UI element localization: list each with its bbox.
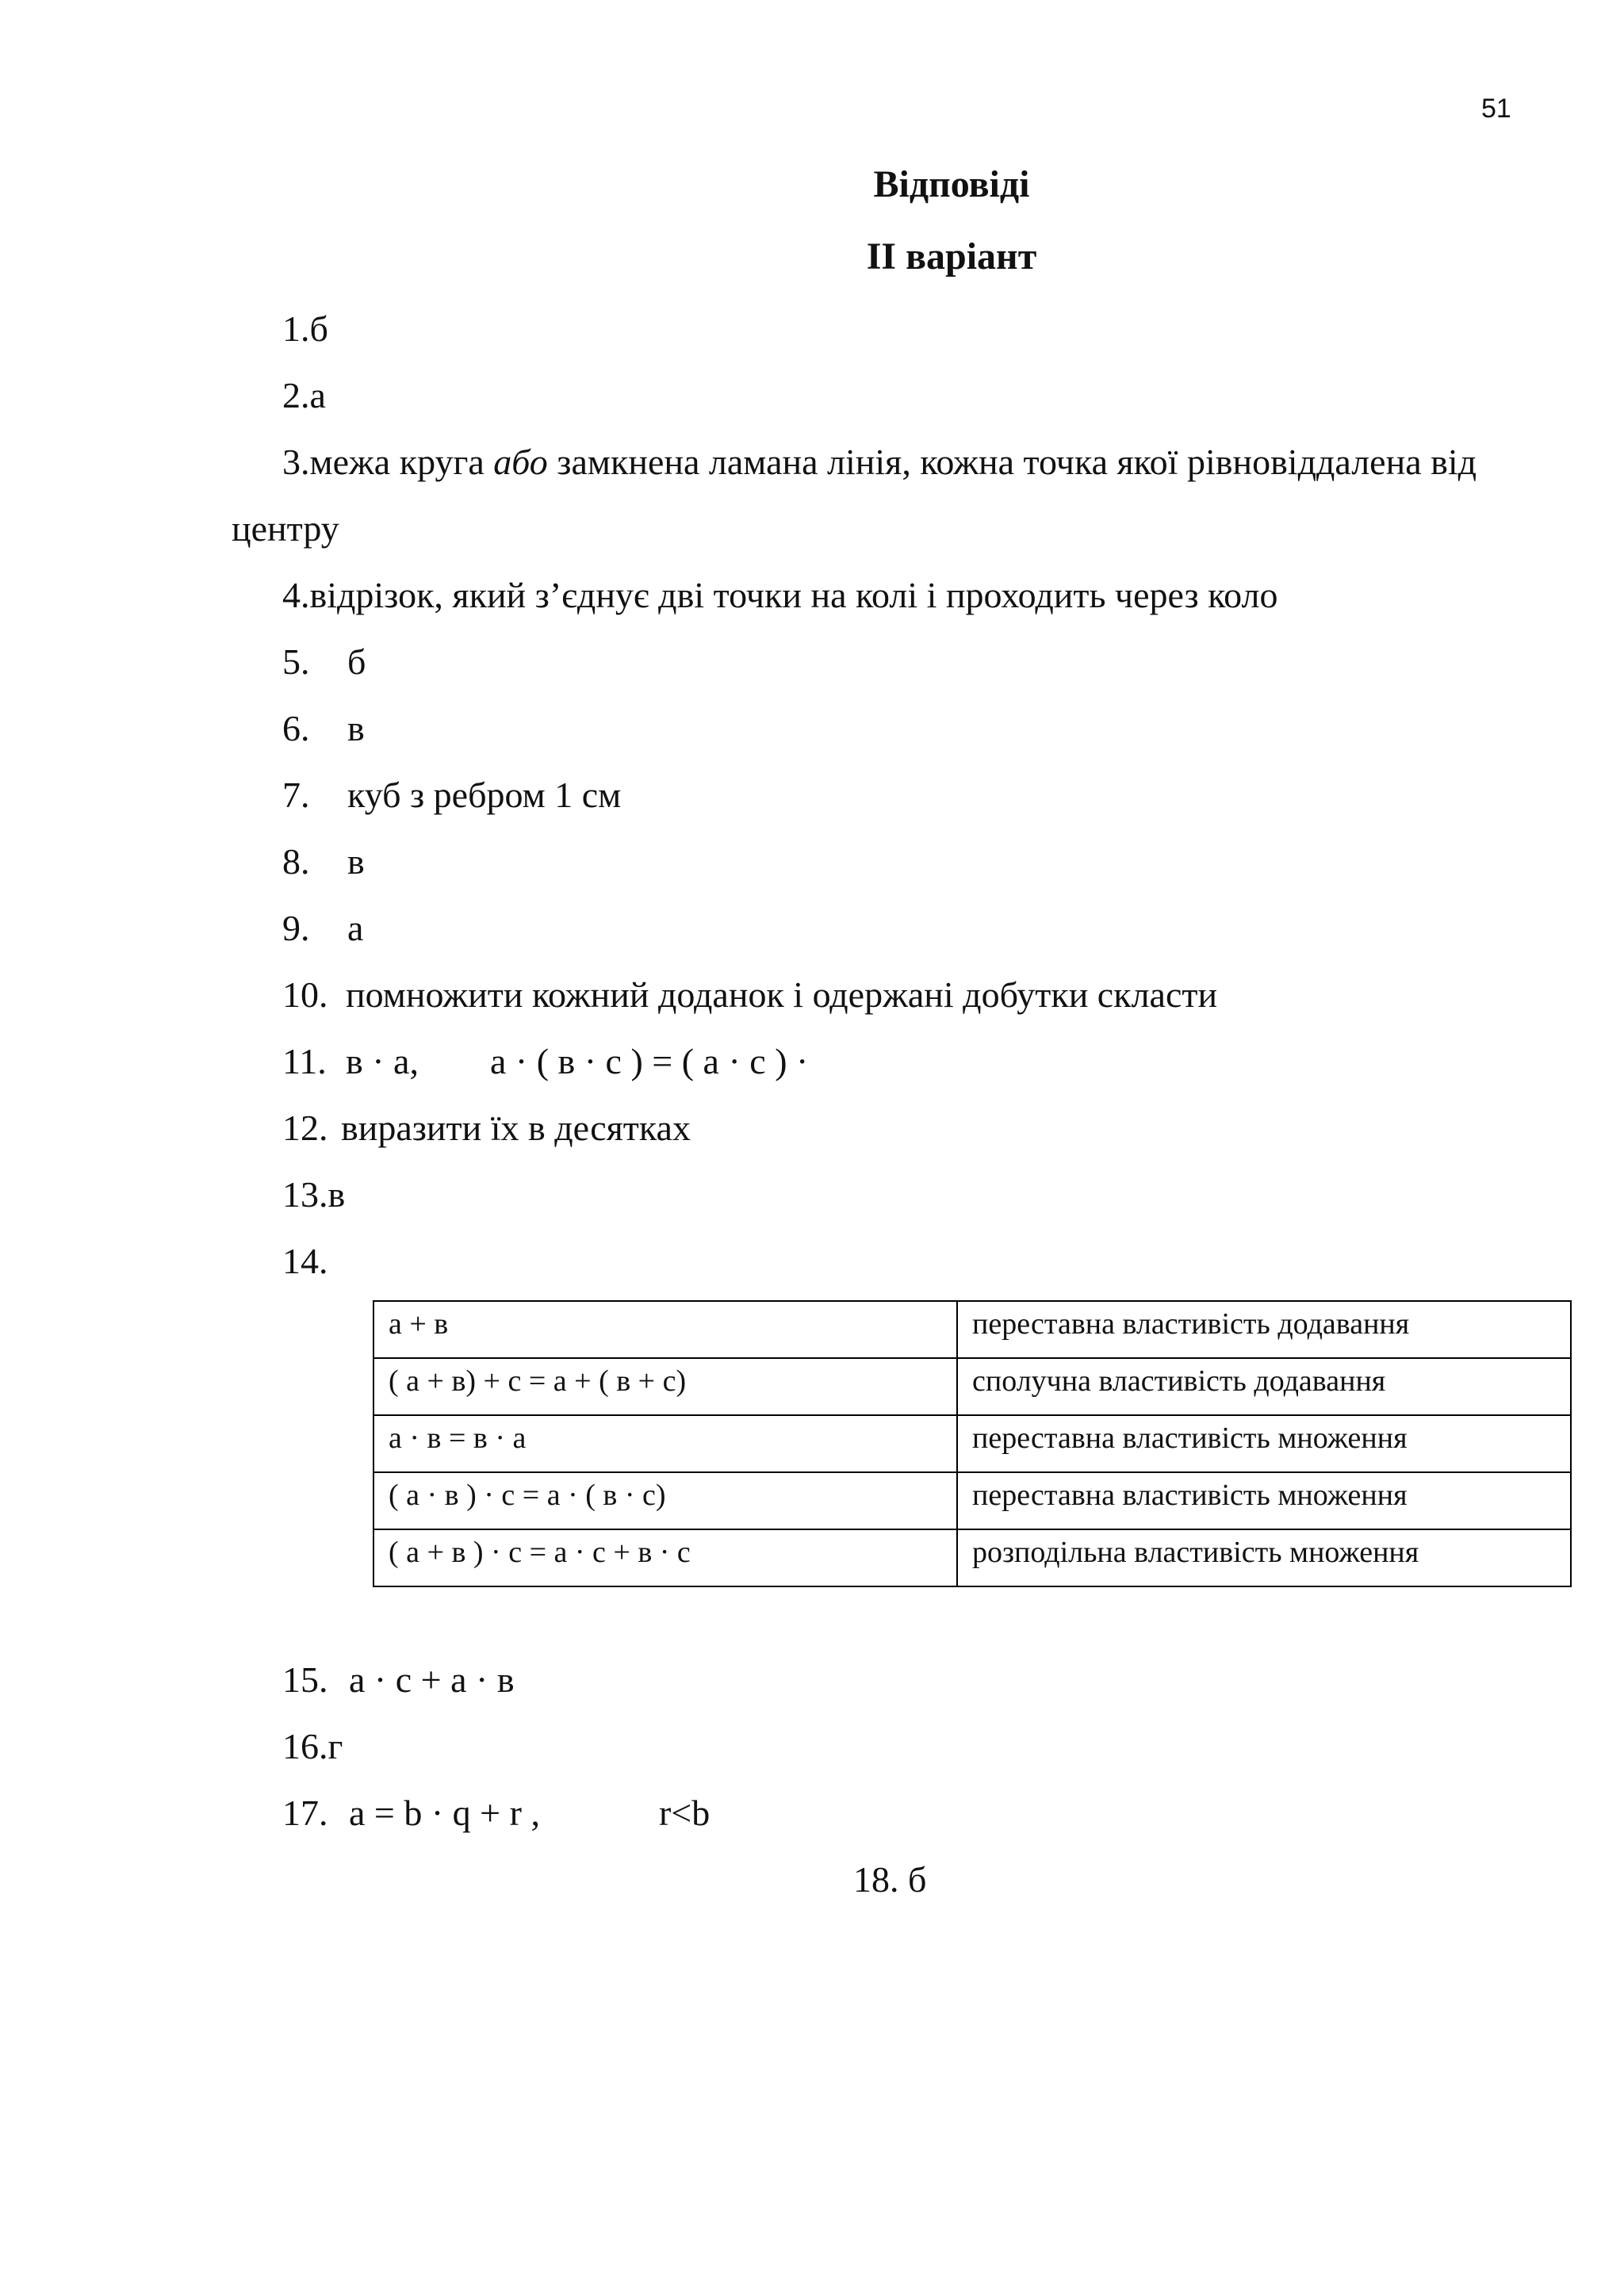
answer-11 xyxy=(282,1043,808,1080)
answer-10 xyxy=(282,974,1218,1015)
answer-13-text: в xyxy=(327,1174,346,1215)
table-row xyxy=(373,1301,1571,1358)
answer-7-number: 7. xyxy=(282,775,310,815)
table-cell-property: розподільна властивість множення xyxy=(957,1529,1571,1586)
answer-3-continuation: центру xyxy=(232,508,339,549)
answer-17-number: 17. xyxy=(282,1793,328,1833)
table-cell-property: сполучна властивість додавання xyxy=(957,1358,1571,1415)
answer-6 xyxy=(282,710,365,747)
answer-10-number: 10. xyxy=(282,974,328,1015)
answer-3-text-end: замкнена ламана лінія, кожна точка якої рівновіддалена від xyxy=(547,442,1477,482)
answer-15 xyxy=(282,1659,515,1700)
table-row xyxy=(373,1358,1571,1415)
answer-5-number: 5. xyxy=(282,641,310,682)
answer-1: 1.б xyxy=(282,308,328,349)
answer-15-text: а · с + а · в xyxy=(349,1659,515,1700)
answer-3 xyxy=(282,444,1477,480)
answer-13-number: 13. xyxy=(282,1174,328,1215)
answer-5-text: б xyxy=(347,641,366,682)
answer-12 xyxy=(282,1110,691,1146)
answer-15-number: 15. xyxy=(282,1659,328,1700)
answer-9 xyxy=(282,910,363,947)
answer-5 xyxy=(282,641,366,682)
answer-9-text: а xyxy=(347,908,364,948)
answer-7 xyxy=(282,777,621,813)
table-row xyxy=(373,1529,1571,1586)
answer-13 xyxy=(282,1174,346,1215)
table-row xyxy=(373,1415,1571,1472)
answer-3-text-start: межа круга xyxy=(309,442,494,482)
answer-6-number: 6. xyxy=(282,708,310,748)
answer-11-text-2: а · ( в · с ) = ( а · с ) · xyxy=(489,1041,809,1081)
table-cell-expression: а · в = в · а xyxy=(373,1415,957,1472)
answer-3-number: 3. xyxy=(282,442,310,482)
answer-6-text: в xyxy=(347,708,365,748)
answer-12-number: 12. xyxy=(282,1108,328,1148)
variant-heading: ІІ варіант xyxy=(866,235,1037,277)
answer-14 xyxy=(282,1243,328,1280)
answer-11-text-1: в · а, xyxy=(346,1041,419,1081)
answer-17-text-1: а = b · q + r , xyxy=(349,1793,540,1833)
table-cell-expression: ( а + в) + с = а + ( в + с) xyxy=(373,1358,957,1415)
answer-4: 4.відрізок, який з’єднує дві точки на колі і проходить через коло xyxy=(282,575,1278,615)
answer-16 xyxy=(282,1728,343,1765)
answer-17 xyxy=(282,1795,710,1831)
answer-2: 2.а xyxy=(282,375,326,415)
answer-10-text: помножити кожний доданок і одержані добутки скласти xyxy=(346,974,1218,1015)
table-cell-property: переставна властивість множення xyxy=(957,1415,1571,1472)
page-number: 51 xyxy=(1481,94,1511,124)
table-cell-property: переставна властивість додавання xyxy=(957,1301,1571,1358)
answer-14-number: 14. xyxy=(282,1241,328,1281)
answer-16-text: г xyxy=(327,1726,343,1766)
answer-8 xyxy=(282,841,365,882)
properties-table xyxy=(373,1300,1572,1587)
answer-8-number: 8. xyxy=(282,841,310,882)
answer-7-text: куб з ребром 1 см xyxy=(347,775,622,815)
answer-12-text: виразити їх в десятках xyxy=(341,1108,691,1148)
answer-3-italic-word: або xyxy=(493,442,548,482)
answer-17-text-2: r<b xyxy=(658,1793,710,1833)
table-cell-property: переставна властивість множення xyxy=(957,1472,1571,1529)
answer-8-text: в xyxy=(347,841,365,882)
table-cell-expression: а + в xyxy=(373,1301,957,1358)
answer-9-number: 9. xyxy=(282,908,310,948)
table-cell-expression: ( а · в ) · с = а · ( в · с) xyxy=(373,1472,957,1529)
answer-11-number: 11. xyxy=(282,1041,327,1081)
answer-18: 18. б xyxy=(853,1859,927,1900)
page-title: Відповіді xyxy=(873,163,1030,205)
table-row xyxy=(373,1472,1571,1529)
answer-16-number: 16. xyxy=(282,1726,328,1766)
table-cell-expression: ( а + в ) · с = а · с + в · с xyxy=(373,1529,957,1586)
